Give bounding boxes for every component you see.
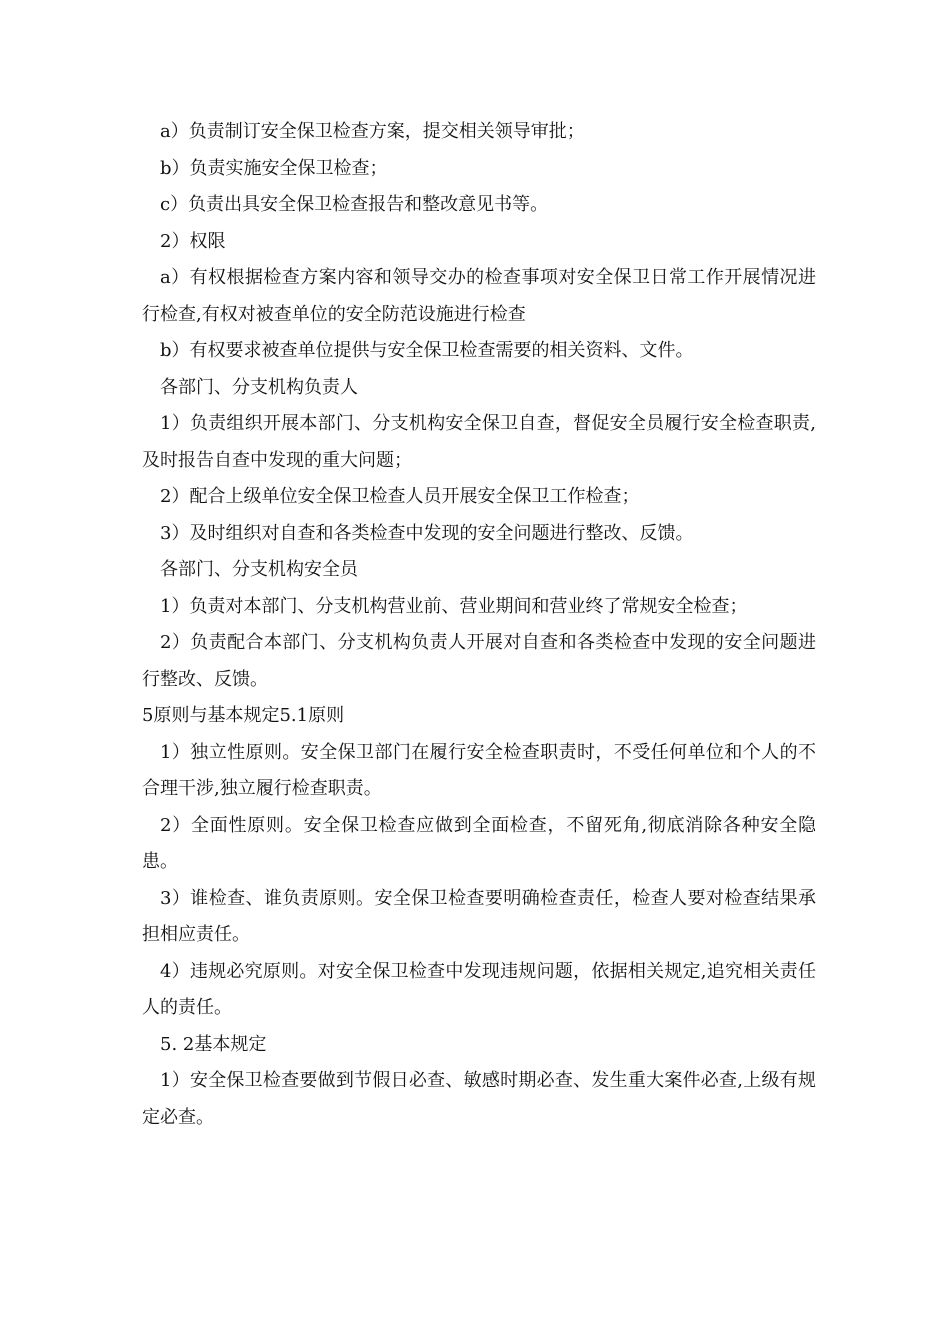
section-heading-department-heads: 各部门、分支机构负责人 (160, 376, 358, 398)
paragraph-principle-2: 2）全面性原则。安全保卫检查应做到全面检查，不留死角,彻底消除各种安全隐患。 (142, 814, 816, 872)
section-heading-basic-rules: 5. 2基本规定 (160, 1033, 267, 1055)
paragraph-officers-2: 2）负责配合本部门、分支机构负责人开展对自查和各类检查中发现的安全问题进行整改、反馈。 (142, 632, 816, 690)
paragraph-authority-a: a）有权根据检查方案内容和领导交办的检查事项对安全保卫日常工作开展情况进行检查,有权对被查单位的安全防范设施进行检查 (142, 267, 816, 325)
paragraph-duty-b: b）负责实施安全保卫检查； (160, 157, 388, 179)
paragraph-rule-1: 1）安全保卫检查要做到节假日必查、敏感时期必查、发生重大案件必查,上级有规定必查。 (142, 1070, 816, 1128)
document-body (142, 114, 816, 1136)
section-heading-safety-officers: 各部门、分支机构安全员 (160, 559, 358, 580)
paragraph-principle-1: 1）独立性原则。安全保卫部门在履行安全检查职责时，不受任何单位和个人的不合理干涉,独立履行检查职责。 (142, 741, 816, 799)
paragraph-authority-heading: 2）权限 (160, 230, 226, 252)
section-heading-principles: 5原则与基本规定5.1原则 (142, 705, 345, 726)
paragraph-duty-c: c）负责出具安全保卫检查报告和整改意见书等。 (160, 194, 549, 215)
paragraph-authority-b: b）有权要求被查单位提供与安全保卫检查需要的相关资料、文件。 (160, 340, 694, 361)
paragraph-heads-2: 2）配合上级单位安全保卫检查人员开展安全保卫工作检查； (160, 486, 640, 507)
paragraph-duty-a: a）负责制订安全保卫检查方案，提交相关领导审批； (160, 121, 585, 142)
paragraph-officers-1: 1）负责对本部门、分支机构营业前、营业期间和营业终了常规安全检查； (160, 595, 748, 617)
paragraph-principle-3: 3）谁检查、谁负责原则。安全保卫检查要明确检查责任，检查人要对检查结果承担相应责任。 (142, 887, 816, 945)
paragraph-heads-1: 1）负责组织开展本部门、分支机构安全保卫自查，督促安全员履行安全检查职责,及时报告自查中发现的重大问题； (142, 413, 816, 471)
paragraph-heads-3: 3）及时组织对自查和各类检查中发现的安全问题进行整改、反馈。 (160, 522, 694, 544)
paragraph-principle-4: 4）违规必究原则。对安全保卫检查中发现违规问题，依据相关规定,追究相关责任人的责任。 (142, 960, 816, 1018)
